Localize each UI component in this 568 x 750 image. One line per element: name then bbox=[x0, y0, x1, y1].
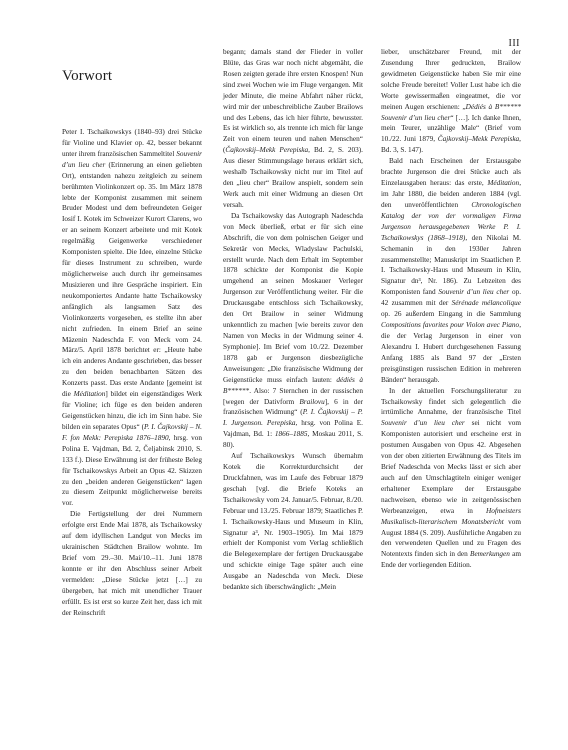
paragraph bbox=[223, 47, 363, 211]
paragraph bbox=[62, 127, 202, 509]
italic-text: Méditation bbox=[73, 390, 106, 399]
page-number: III bbox=[508, 38, 520, 49]
italic-text: Bemerkungen bbox=[470, 550, 510, 559]
body-text: . Also: 7 Sternchen in der russischen [wegen der Dativform bbox=[223, 386, 363, 406]
body-text: op. 26 außerdem Eingang in die Sammlung bbox=[381, 310, 521, 319]
italic-text: dédiés à B****** bbox=[223, 375, 363, 395]
page-title: Vorwort bbox=[62, 68, 113, 84]
text-column-1 bbox=[62, 127, 202, 717]
italic-text: Chronologischen Katalog der von der vormaligen Firma Jurgenson herausgegebenen Werke P. I. Tschaikowskys (1868–1918) bbox=[381, 200, 521, 242]
italic-text: Hofmeisters Musikalisch-literarischem Monatsbericht bbox=[381, 506, 521, 526]
body-text: sei nicht vom Komponisten autorisiert und erscheine erst in postumen Ausgaben von Opus 42. Abgesehen von der oben zitierten Erwähnung des Titels im Brief Nadeschda von Mecks lässt er sich aber auch auf den Umschlagtiteln einiger weniger erhaltener Exemplare der Erstausgabe nachweisen, ebenso wie in zeitgenössischen Werbeanzeigen, etwa in bbox=[381, 419, 521, 515]
body-text: ], 6 in der französischen Widmung“ ( bbox=[223, 397, 364, 417]
italic-text: Souvenir d’un lieu cher bbox=[62, 149, 202, 169]
italic-text: Souvenir d’un lieu cher bbox=[438, 288, 510, 297]
text-column-2 bbox=[223, 47, 363, 717]
text-column-3 bbox=[381, 47, 521, 717]
body-text: , den Nikolai M. Schemanin in den 1930er Jahren zusammenstellte; Manuskript im Staatlichen P. I. Tschaikowsky-Haus und Museum in Klin, Signatur dn³, Nr. 186). Zu Lebzeiten des Komponisten fand bbox=[381, 233, 521, 297]
body-text: , im Jahr 1880, die beiden anderen 1884 (vgl. den unveröffentlichten bbox=[381, 179, 521, 209]
body-text: , Bd. 2, S. 203). Aus dieser Stimmungslage heraus erklärt sich, weshalb Tschaikowsky nicht nur im Titel auf den „lieu cher“ Brailow anspielt, sondern sein Werk auch mit einer Widmung an diesen Ort versah. bbox=[223, 146, 363, 209]
body-text: (Erinnerung an einen geliebten Ort), entstanden nahezu zeitgleich zu seinem berühmten Violinkonzert op. 35. Im März 1878 lebte der Komponist zusammen mit seinem Bruder Modest und dem befreundeten Geiger Iosif I. Kotek im Schweizer Kurort Clarens, wo er an seinem Konzert arbeitete und mit Kotek regelmäßig Geigenwerke verschiedener Komponisten spielte. Die Idee, einzelne Stücke für dieses Instrument zu schreiben, wurde möglicherweise auch durch ihr gemeinsames Musizieren und ihre Gespräche inspiriert. Ein neukomponiertes Andante hatte Tschaikowsky anfänglich als langsamen Satz des Violinkonzerts vorgesehen, es stellte ihn aber nicht zufrieden. In einem Brief an seine Mäzenin Nadeschda F. von Meck vom 24. März/5. April 1878 berichtet er: „Heute habe ich ein anderes Andante geschrieben, das besser zu den beiden benachbarten Sätzen des Konzerts passt. Das erste Andante [gemeint ist die bbox=[62, 160, 202, 399]
body-text: Die Fertigstellung der drei Nummern erfolgte erst Ende Mai 1878, als Tschaikowsky auf dem idyllischen Landgut von Mecks im ukrainischen Städtchen Brailow wohnte. Im Brief vom 29.–30. Mai/10.–11. Juni 1878 konnte er ihr den Abschluss seiner Arbeit vermelden: „Diese Stücke jetzt […] zu übergeben, hat mich mit unendlicher Trauer erfüllt. Es ist erst so kurze Zeit her, dass ich mit der Reinschrift bbox=[62, 510, 202, 617]
body-text: lieber, unschätzbarer Freund, mit der Zusendung Ihrer gedruckten, Brailow gewidmeten Geigenstücke haben Sie mir eine solche Freude bereitet! Voller Lust habe ich die Worte gewissermaßen eingeatmet, die vor meinen Augen erschienen: „ bbox=[381, 48, 521, 111]
body-text: , Moskau 2011, S. 80). bbox=[223, 430, 363, 450]
italic-text: Méditation bbox=[487, 179, 520, 188]
italic-text: Dédiés à B****** bbox=[465, 102, 522, 111]
italic-text: Sérénade mélancolique bbox=[451, 299, 521, 308]
italic-text: Brailovu bbox=[299, 397, 325, 406]
italic-text: P. I. Čajkovskij – N. F. fon Mekk: Perepiska 1876–1890 bbox=[62, 422, 202, 442]
body-text: Da Tschaikowsky das Autograph Nadeschda von Meck überließ, erbat er für sich eine Abschrift, die von dem polnischen Geiger und Sekretär von Mecks, Wladyslaw Pachulski, erstellt wurde. Nach dem Erhalt im September 1878 schickte der Komponist die Kopie umgehend an seinen Moskauer Verleger Jurgenson zur Veröffentlichung weiter. Für die Druckausgabe entschloss sich Tschaikowsky, den Ort Brailow in seiner Widmung unkenntlich zu machen [wie bereits zuvor den Namen von Mecks in der Widmung seiner 4. Symphonie]. Im Brief vom 10./22. Dezember 1878 gab er Jurgenson diesbezügliche Anweisungen: „Die französische Widmung der Geigenstücke muss einfach lauten: bbox=[223, 211, 363, 384]
paragraph bbox=[223, 451, 363, 593]
paragraph bbox=[381, 156, 521, 385]
body-text: , die der Verlag Jurgenson in einer von Alexandru I. Hubert durchgesehenen Fassung Anfang 1885 als Band 97 der „Ersten preisgünstigen russischen Edition in mehreren Bänden“ herausgab. bbox=[381, 321, 521, 384]
italic-text: Souvenir d’un lieu cher bbox=[381, 113, 451, 122]
body-text: Bald nach Erscheinen der Erstausgabe brachte Jurgenson die drei Stücke auch als Einzelausgaben heraus: das erste, bbox=[381, 157, 521, 188]
body-text: begann; damals stand der Flieder in voller Blüte, das Gras war noch nicht abgemäht, die Rosen zeigten gerade ihre ersten Knospen! Nun sind zwei Wochen wie im Fluge vergangen. Mit jeder Minute, die meine Abfahrt näher rückt, wird mir der unbeschreibliche Zauber Brailows und des Lebens, das ich hier führte, bewusster. Es ist wirklich so, als trennte ich mich für lange Zeit von einem teuren und nahen Menschen“ ( bbox=[223, 48, 363, 155]
body-text: Auf Tschaikowskys Wunsch übernahm Kotek die Korrekturdurchsicht der Druckfahnen, was im Laufe des Februar 1879 geschah [vgl. die Briefe Koteks an Tschaikowsky vom 24. Januar/5. Februar, 8./20. Februar und 13./25. Februar 1879; Staatliches P. I. Tschaikowsky-Haus und Museum in Klin, Signatur a³, Nr. 1903–1905). Im Mai 1879 erhielt der Komponist vom Verlag schließlich die Belegexemplare der fertigen Druckausgabe und schickte einige Tage später auch eine Ausgabe an Nadeschda von Meck. Diese bedankte sich überschwänglich: „Mein bbox=[223, 452, 363, 592]
body-text: In der aktuellen Forschungsliteratur zu Tschaikowsky findet sich gelegentlich die irrtümliche Annahme, der französische Titel bbox=[381, 386, 521, 417]
italic-text: Čajkovskij–Mekk Perepiska bbox=[437, 135, 520, 144]
paragraph bbox=[62, 509, 202, 618]
body-text: vom August 1884 (S. 209). Ausführliche Angaben zu den verwendeten Quellen und zu Fragen des Notentexts finden sich in den bbox=[381, 517, 521, 559]
body-text: “ […]. Ich danke Ihnen, mein Teurer, unzählige Male“ (Brief vom 10./22. Juni 1879, bbox=[381, 113, 521, 144]
italic-text: Čajkovskij–Mekk Perepiska bbox=[225, 146, 309, 155]
body-text: Peter I. Tschaikowskys (1840–93) drei Stücke für Violine und Klavier op. 42, besser bekannt unter ihrem französischen Sammeltitel bbox=[62, 128, 202, 158]
italic-text: 1866–1885 bbox=[274, 430, 308, 439]
body-text: ] bildet ein eigenständiges Werk für Violine; ich füge es den beiden anderen Geigenstücken hinzu, die ich im Sinn habe. Sie bilden ein separates Opus“ ( bbox=[62, 390, 203, 431]
paragraph bbox=[381, 386, 521, 572]
paragraph bbox=[381, 47, 521, 156]
italic-text: Compositions favorites pour Violon avec Piano bbox=[381, 321, 520, 330]
body-text: , Bd. 3, S. 147). bbox=[381, 135, 521, 155]
italic-text: Souvenir d’un lieu cher bbox=[381, 419, 465, 428]
body-text: , hrsg. von Polina E. Vajdman, Bd. 2, Čeljabinsk 2010, S. 133 f.). Diese Erwähnung ist der früheste Beleg für Tschaikowskys Arbeit an Opus 42. Skizzen zu den „beiden anderen Geigenstücken“ lagen zu diesem Zeitpunkt möglicherweise bereits vor. bbox=[62, 433, 202, 508]
body-text: op. 42 zusammen mit der bbox=[381, 288, 522, 308]
body-text: am Ende der vorliegenden Edition. bbox=[381, 550, 522, 570]
paragraph bbox=[223, 211, 363, 451]
body-text: , hrsg. von Polina E. Vajdman, Bd. 1: bbox=[223, 419, 363, 439]
italic-text: P. I. Čajkovskij – P. I. Jurgenson. Perepiska bbox=[223, 408, 363, 428]
